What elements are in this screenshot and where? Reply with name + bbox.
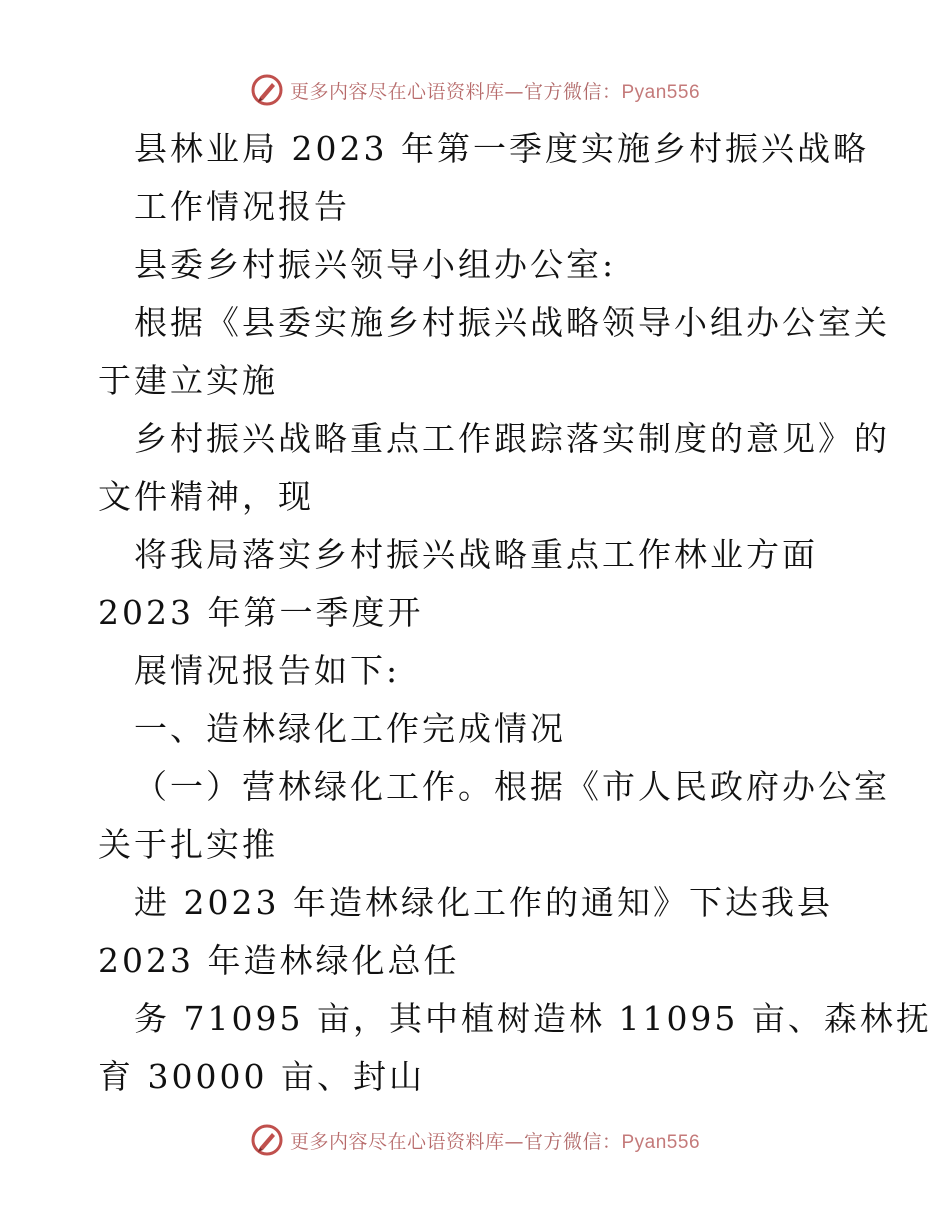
document-line: 县委乡村振兴领导小组办公室: [134,245,617,284]
watermark-main-text: 更多内容尽在心语资料库 [289,80,505,103]
pen-logo-icon [250,73,284,107]
document-line: 进 2023 年造林绿化工作的通知》下达我县 [134,883,833,922]
document-line: 展情况报告如下: [134,651,401,690]
document-line: 2023 年造林绿化总任 [98,941,460,980]
watermark-separator: — [504,1130,524,1153]
document-line: 2023 年第一季度开 [98,593,424,632]
watermark-label [290,77,700,104]
document-line: 工作情况报告 [134,187,350,226]
watermark-separator: — [504,80,524,103]
document-line: 育 30000 亩、封山 [98,1057,425,1096]
document-line: 一、造林绿化工作完成情况 [134,709,566,748]
pen-logo-icon [250,1123,284,1157]
watermark-label [290,1127,700,1154]
document-line: 于建立实施 [98,361,278,400]
document-line: 文件精神，现 [98,477,314,516]
document-line: 关于扎实推 [98,825,278,864]
document-line: 务 71095 亩，其中植树造林 11095 亩、森林抚 [134,999,932,1038]
watermark-handle: Pyan556 [621,1131,701,1153]
watermark-footer [0,1120,950,1160]
document-line: 乡村振兴战略重点工作跟踪落实制度的意见》的 [134,419,890,458]
document-line: 根据《县委实施乡村振兴战略领导小组办公室关 [134,303,890,342]
document-line: 县林业局 2023 年第一季度实施乡村振兴战略 [134,129,869,168]
watermark-official-label: 官方微信： [523,1130,622,1153]
document-line: （一）营林绿化工作。根据《市人民政府办公室 [134,767,890,806]
document-body [98,120,932,1106]
watermark-official-label: 官方微信： [523,80,622,103]
watermark-header [0,70,950,110]
watermark-main-text: 更多内容尽在心语资料库 [289,1130,505,1153]
document-line: 将我局落实乡村振兴战略重点工作林业方面 [134,535,818,574]
watermark-handle: Pyan556 [621,81,701,103]
